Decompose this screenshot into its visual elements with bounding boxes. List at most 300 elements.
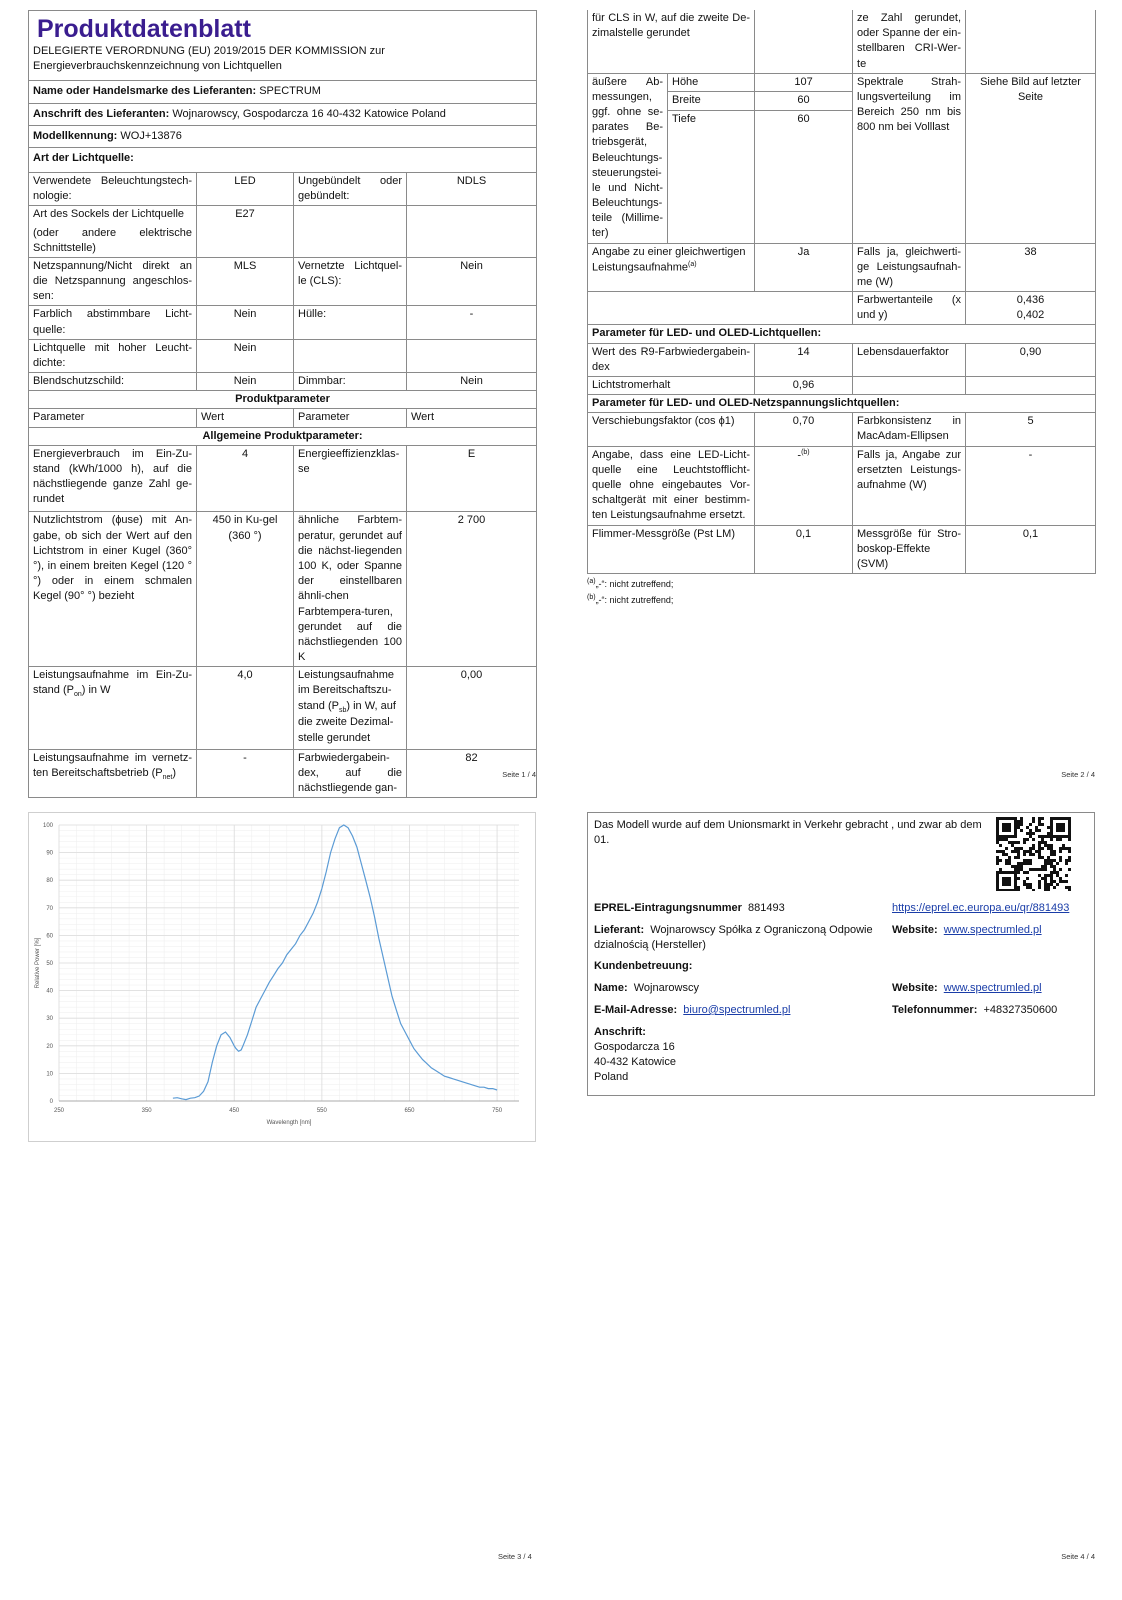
qr-module xyxy=(1011,841,1014,844)
qr-module xyxy=(1020,823,1023,826)
qr-module xyxy=(1035,826,1038,829)
qr-module xyxy=(1038,853,1041,856)
qr-module xyxy=(1002,883,1005,886)
qr-module xyxy=(1017,841,1020,844)
qr-module xyxy=(1008,862,1011,865)
qr-module xyxy=(1017,868,1020,871)
cell-label: Verwendete Beleuchtungstech-nologie: xyxy=(29,173,197,206)
qr-module xyxy=(1038,883,1041,886)
qr-module xyxy=(1011,889,1014,891)
qr-module xyxy=(1026,859,1029,862)
eprel-label: EPREL-Eintragungsnummer xyxy=(594,902,742,914)
qr-module xyxy=(996,877,999,880)
x-tick-label: 550 xyxy=(316,1108,327,1114)
qr-module xyxy=(1047,874,1050,877)
cell-label: Farbkonsistenz in MacAdam-Ellipsen xyxy=(853,413,966,446)
qr-module xyxy=(1008,823,1011,826)
qr-module xyxy=(999,838,1002,841)
page-number: Seite 3 / 4 xyxy=(498,1552,532,1561)
qr-module xyxy=(1023,880,1026,883)
socket-sublabel: (oder andere elektrische Schnittstelle) xyxy=(33,226,192,254)
qr-module xyxy=(1047,862,1050,865)
cell-value: 0,00 xyxy=(407,667,537,750)
qr-module xyxy=(1068,835,1071,838)
qr-module xyxy=(996,856,999,859)
qr-module xyxy=(1005,889,1008,891)
qr-module xyxy=(1038,886,1041,889)
page-2 xyxy=(587,10,1095,782)
qr-module xyxy=(1047,832,1050,835)
model-label: Modellkennung: xyxy=(33,129,118,142)
qr-module xyxy=(1002,871,1005,874)
page-4 xyxy=(587,812,1095,1574)
table-row xyxy=(29,512,537,667)
qr-module xyxy=(1005,838,1008,841)
qr-module xyxy=(1050,877,1053,880)
spectrum-chart-svg xyxy=(29,813,535,1141)
address-line-2: 40-432 Katowice xyxy=(594,1056,676,1068)
qr-module xyxy=(1065,886,1068,889)
qr-module xyxy=(1068,886,1071,889)
qr-module xyxy=(996,820,999,823)
qr-module xyxy=(1002,853,1005,856)
qr-module xyxy=(1002,877,1005,880)
column-header: Parameter xyxy=(294,409,407,427)
qr-module xyxy=(1062,847,1065,850)
x-tick-label: 350 xyxy=(141,1108,152,1114)
qr-module xyxy=(1050,835,1053,838)
qr-module xyxy=(1029,883,1032,886)
qr-module xyxy=(1014,874,1017,877)
qr-module xyxy=(1017,886,1020,889)
table-row xyxy=(588,10,1096,73)
qr-module xyxy=(1053,886,1056,889)
qr-module xyxy=(1035,829,1038,832)
cell-label: für CLS in W, auf die zweite De-zimalstelle gerundet xyxy=(588,10,755,73)
qr-module xyxy=(1053,835,1056,838)
qr-module xyxy=(1005,817,1008,820)
qr-module xyxy=(1008,880,1011,883)
qr-module xyxy=(999,859,1002,862)
y-tick-label: 20 xyxy=(46,1043,53,1050)
pnet-label: Leistungsaufnahme im vernetz-ten Bereitschaftsbetrieb (P xyxy=(33,751,192,779)
address-heading: Anschrift: xyxy=(594,1026,646,1038)
replace-value: - xyxy=(797,449,802,462)
type-heading: Art der Lichtquelle: xyxy=(29,147,537,172)
dimension-value: 60 xyxy=(755,92,853,111)
qr-module xyxy=(1026,871,1029,874)
x-tick-label: 650 xyxy=(404,1108,415,1114)
qr-module xyxy=(1005,883,1008,886)
qr-module xyxy=(1014,832,1017,835)
qr-module xyxy=(996,835,999,838)
psb-label: Leistungsaufnahme im Bereitschaftszu-stand (P xyxy=(298,669,395,712)
table-row xyxy=(588,292,1096,325)
qr-module xyxy=(1050,883,1053,886)
qr-module xyxy=(1053,853,1056,856)
qr-module xyxy=(1059,823,1062,826)
email-link[interactable]: biuro@spectrumled.pl xyxy=(683,1004,791,1016)
website-label: Website: xyxy=(892,982,938,994)
qr-module xyxy=(1005,877,1008,880)
qr-module xyxy=(1050,853,1053,856)
qr-module xyxy=(1065,835,1068,838)
page-1 xyxy=(28,10,536,795)
page-number: Seite 1 / 4 xyxy=(502,770,536,779)
qr-module xyxy=(1053,868,1056,871)
qr-module xyxy=(1002,838,1005,841)
qr-module xyxy=(1056,826,1059,829)
qr-module xyxy=(1032,868,1035,871)
qr-module xyxy=(1041,835,1044,838)
qr-module xyxy=(1026,850,1029,853)
qr-module xyxy=(1050,859,1053,862)
qr-module xyxy=(1065,874,1068,877)
qr-module xyxy=(1050,850,1053,853)
qr-module xyxy=(1026,883,1029,886)
qr-module xyxy=(1020,829,1023,832)
qr-module xyxy=(1038,817,1041,820)
brand-value: SPECTRUM xyxy=(259,85,321,98)
qr-module xyxy=(1065,817,1068,820)
cell-value: NDLS xyxy=(407,173,537,206)
qr-module xyxy=(1008,841,1011,844)
qr-module xyxy=(1035,850,1038,853)
qr-module xyxy=(1047,826,1050,829)
qr-module xyxy=(1047,835,1050,838)
qr-module xyxy=(1029,859,1032,862)
document-title: Produktdatenblatt xyxy=(37,15,251,43)
psb-sub: sb xyxy=(338,706,347,714)
general-params-heading: Allgemeine Produktparameter: xyxy=(29,427,537,445)
qr-module xyxy=(1053,871,1056,874)
qr-module xyxy=(1050,823,1053,826)
cell-value: 2 700 xyxy=(407,512,537,667)
qr-module xyxy=(1059,829,1062,832)
qr-module xyxy=(1023,883,1026,886)
qr-module xyxy=(1056,862,1059,865)
y-tick-label: 30 xyxy=(46,1016,53,1023)
qr-module xyxy=(1023,841,1026,844)
cell-label: Hülle: xyxy=(294,306,407,339)
qr-module xyxy=(1017,850,1020,853)
equiv-label: Angabe zu einer gleichwertigen Leistungsaufnahme xyxy=(592,245,746,274)
qr-module xyxy=(1044,877,1047,880)
qr-module xyxy=(1050,832,1053,835)
regulation-text: DELEGIERTE VERORDNUNG (EU) 2019/2015 DER KOMMISSION zur Energieverbrauchskennzeichnung von Lichtquellen xyxy=(33,45,385,73)
cell-label: Lebensdauerfaktor xyxy=(853,343,966,376)
cell-label xyxy=(294,206,407,258)
qr-module xyxy=(1059,877,1062,880)
table-row xyxy=(588,446,1096,525)
qr-module xyxy=(1038,835,1041,838)
cell-value: Nein xyxy=(407,373,537,391)
cell-empty xyxy=(755,128,853,243)
cell-value: - xyxy=(407,306,537,339)
product-params-heading: Produktparameter xyxy=(29,391,537,409)
website-link[interactable]: www.spectrumled.pl xyxy=(943,924,1042,936)
qr-module xyxy=(996,826,999,829)
cell-label: Spektrale Strah-lungsverteilung im Bereich 250 nm bis 800 nm bei Volllast xyxy=(853,73,966,243)
qr-module xyxy=(1014,871,1017,874)
qr-module xyxy=(1068,826,1071,829)
qr-module xyxy=(1011,850,1014,853)
qr-module xyxy=(1002,835,1005,838)
qr-module xyxy=(996,823,999,826)
qr-module xyxy=(1026,877,1029,880)
qr-module xyxy=(1068,838,1071,841)
cell-label: Lichtstromerhalt xyxy=(588,376,755,394)
email-row xyxy=(594,1003,790,1018)
eprel-link[interactable]: https://eprel.ec.europa.eu/qr/881493 xyxy=(892,902,1070,914)
qr-module xyxy=(1026,832,1029,835)
qr-module xyxy=(1023,838,1026,841)
qr-module xyxy=(1029,847,1032,850)
qr-module xyxy=(1014,835,1017,838)
qr-module xyxy=(1059,850,1062,853)
qr-module xyxy=(1023,862,1026,865)
footnote-b xyxy=(587,593,1095,606)
cell-value: - xyxy=(197,749,294,798)
cell-label: Farbwertanteile (x und y) xyxy=(853,292,966,325)
qr-module xyxy=(1068,847,1071,850)
page-number: Seite 2 / 4 xyxy=(1061,770,1095,779)
qr-module xyxy=(1068,829,1071,832)
cell-empty xyxy=(588,292,853,325)
qr-module xyxy=(1041,823,1044,826)
qr-module xyxy=(1041,856,1044,859)
qr-module xyxy=(1065,847,1068,850)
qr-module xyxy=(996,838,999,841)
website-link[interactable]: www.spectrumled.pl xyxy=(943,982,1042,994)
qr-module xyxy=(1008,889,1011,891)
qr-module xyxy=(1014,850,1017,853)
qr-module xyxy=(1062,844,1065,847)
qr-module xyxy=(999,889,1002,891)
qr-module xyxy=(1047,856,1050,859)
qr-module xyxy=(1005,871,1008,874)
supplier-value: Wojnarowscy Spółka z Ograniczoną Odpowie dzialnością (Hersteller) xyxy=(594,924,873,952)
qr-module xyxy=(1065,880,1068,883)
cell-label: Energieeffizienzklas-se xyxy=(294,445,407,512)
qr-module xyxy=(1011,835,1014,838)
cell-value: Nein xyxy=(197,306,294,339)
qr-module xyxy=(1056,874,1059,877)
name-value: Wojnarowscy xyxy=(633,982,699,994)
cell-label xyxy=(29,749,197,798)
qr-module xyxy=(1011,871,1014,874)
phone-value: +48327350600 xyxy=(983,1004,1058,1016)
qr-module xyxy=(1050,817,1053,820)
table-row xyxy=(29,749,537,798)
qr-module xyxy=(1029,829,1032,832)
qr-module xyxy=(1056,823,1059,826)
qr-module xyxy=(1044,865,1047,868)
qr-module xyxy=(1050,865,1053,868)
qr-module xyxy=(1029,886,1032,889)
qr-module xyxy=(1008,856,1011,859)
qr-module xyxy=(1002,889,1005,891)
qr-module xyxy=(1008,871,1011,874)
cell-value: Ja xyxy=(755,243,853,292)
qr-module xyxy=(1047,844,1050,847)
qr-module xyxy=(1002,850,1005,853)
qr-module xyxy=(1065,859,1068,862)
qr-module xyxy=(1047,847,1050,850)
qr-module xyxy=(1068,823,1071,826)
qr-module xyxy=(1026,862,1029,865)
qr-module xyxy=(1038,829,1041,832)
qr-module xyxy=(996,889,999,891)
qr-module xyxy=(1005,829,1008,832)
datasheet-table-page-1 xyxy=(28,10,537,798)
qr-module xyxy=(1047,889,1050,891)
footnote-a xyxy=(587,577,1095,590)
qr-module xyxy=(1020,865,1023,868)
qr-module xyxy=(1014,856,1017,859)
qr-module xyxy=(1032,889,1035,891)
qr-module xyxy=(1023,853,1026,856)
qr-module xyxy=(1062,823,1065,826)
phone-row xyxy=(892,1003,1057,1018)
column-header: Wert xyxy=(407,409,537,427)
qr-module xyxy=(1032,844,1035,847)
x-tick-label: 750 xyxy=(492,1108,503,1114)
qr-module xyxy=(1041,865,1044,868)
pon-label-post: ) in W xyxy=(81,684,111,697)
contact-box xyxy=(587,812,1095,1096)
qr-module xyxy=(1068,817,1071,820)
qr-module xyxy=(1044,862,1047,865)
qr-module xyxy=(1014,826,1017,829)
dimension-value: 107 xyxy=(755,73,853,92)
cell-value xyxy=(755,10,853,73)
cell-value: - xyxy=(966,446,1096,525)
dimensions-label: äußere Ab-messungen, ggf. ohne se-parates Be-triebsgerät, Beleuchtungs-steuerungstei-le und Nicht-Beleuchtungs-teile (Millime-ter) xyxy=(588,73,668,243)
qr-module xyxy=(1038,844,1041,847)
qr-module xyxy=(1014,865,1017,868)
qr-module xyxy=(1068,850,1071,853)
qr-module xyxy=(1014,820,1017,823)
qr-module xyxy=(1038,880,1041,883)
qr-module xyxy=(1005,859,1008,862)
qr-module xyxy=(1032,817,1035,820)
qr-module xyxy=(1044,841,1047,844)
address-label: Anschrift des Lieferanten: xyxy=(33,107,170,120)
cell-value: 5 xyxy=(966,413,1096,446)
y-tick-label: 80 xyxy=(46,878,53,885)
x-tick-label: 250 xyxy=(53,1108,65,1114)
y-tick-label: 60 xyxy=(46,933,53,940)
qr-module xyxy=(1020,820,1023,823)
qr-module xyxy=(1038,841,1041,844)
qr-module xyxy=(1029,823,1032,826)
cell-label: Falls ja, gleichwerti-ge Leistungsaufnah-me (W) xyxy=(853,243,966,292)
cell-value xyxy=(966,10,1096,73)
qr-module xyxy=(1047,883,1050,886)
qr-module xyxy=(1014,829,1017,832)
qr-module xyxy=(1050,826,1053,829)
qr-module xyxy=(1002,829,1005,832)
qr-module xyxy=(1005,880,1008,883)
y-tick-label: 0 xyxy=(49,1099,53,1105)
cell-empty xyxy=(966,376,1096,394)
pnet-label-post: ) xyxy=(172,766,177,779)
qr-module xyxy=(1002,817,1005,820)
qr-module xyxy=(1053,865,1056,868)
cell-label xyxy=(294,667,407,750)
qr-module xyxy=(1008,835,1011,838)
qr-module xyxy=(1056,883,1059,886)
qr-module xyxy=(1041,868,1044,871)
y-axis-label: Relative Power [%] xyxy=(35,937,41,989)
qr-module xyxy=(1050,829,1053,832)
qr-module xyxy=(1014,883,1017,886)
table-row xyxy=(29,339,537,372)
cell-label xyxy=(29,206,197,258)
footnote-mark: (a) xyxy=(587,578,596,586)
qr-module xyxy=(1005,853,1008,856)
qr-module xyxy=(1059,835,1062,838)
address-line-1: Gospodarcza 16 xyxy=(594,1041,675,1053)
cell-label: Netzspannung/Nicht direkt an die Netzspannung angeschlos-sen: xyxy=(29,257,197,306)
qr-module xyxy=(1068,868,1071,871)
qr-module xyxy=(1038,874,1041,877)
qr-module xyxy=(1059,838,1062,841)
qr-module xyxy=(1068,856,1071,859)
qr-module xyxy=(1029,853,1032,856)
cell-label: Blendschutzschild: xyxy=(29,373,197,391)
qr-module xyxy=(1065,862,1068,865)
footnote-ref: (a) xyxy=(688,260,697,268)
qr-module xyxy=(999,850,1002,853)
qr-module xyxy=(1059,880,1062,883)
cell-label: Dimmbar: xyxy=(294,373,407,391)
qr-module xyxy=(1014,841,1017,844)
qr-module xyxy=(996,874,999,877)
cell-value: 0,96 xyxy=(755,376,853,394)
qr-module xyxy=(1044,880,1047,883)
qr-module xyxy=(1059,826,1062,829)
cell-label: Angabe, dass eine LED-Licht-quelle eine Leuchtstofflicht-quelle ohne eingebautes Vor-schaltgerät mit einer bestimm-ten Leistungsaufnahme ersetzt. xyxy=(588,446,755,525)
qr-module xyxy=(1011,865,1014,868)
qr-module xyxy=(1017,826,1020,829)
address-line-3: Poland xyxy=(594,1071,629,1083)
dimension-name: Höhe xyxy=(668,73,755,92)
qr-module xyxy=(1047,886,1050,889)
qr-module xyxy=(1032,832,1035,835)
qr-module xyxy=(1053,859,1056,862)
qr-module xyxy=(1020,868,1023,871)
qr-module xyxy=(1056,817,1059,820)
address-value: Wojnarowscy, Gospodarcza 16 40-432 Katowice Poland xyxy=(172,107,446,120)
cell-value: LED xyxy=(197,173,294,206)
qr-module xyxy=(1026,838,1029,841)
cell-value: 14 xyxy=(755,343,853,376)
dimension-name: Tiefe xyxy=(668,110,755,128)
table-row xyxy=(588,376,1096,394)
cell-label: ähnliche Farbtem-peratur, gerundet auf die nächst-liegenden 100 K, oder Spanne der einstellbaren ähnli-chen Farbtempera-turen, gerundet auf die nächstliegenden 100 K xyxy=(294,512,407,667)
phone-label: Telefonnummer: xyxy=(892,1004,978,1016)
qr-module xyxy=(1032,853,1035,856)
qr-module xyxy=(1017,877,1020,880)
eprel-value: 881493 xyxy=(748,902,785,914)
qr-module xyxy=(1068,889,1071,891)
qr-module xyxy=(1050,844,1053,847)
qr-module xyxy=(1044,844,1047,847)
qr-module xyxy=(1008,817,1011,820)
y-tick-label: 40 xyxy=(46,988,53,995)
